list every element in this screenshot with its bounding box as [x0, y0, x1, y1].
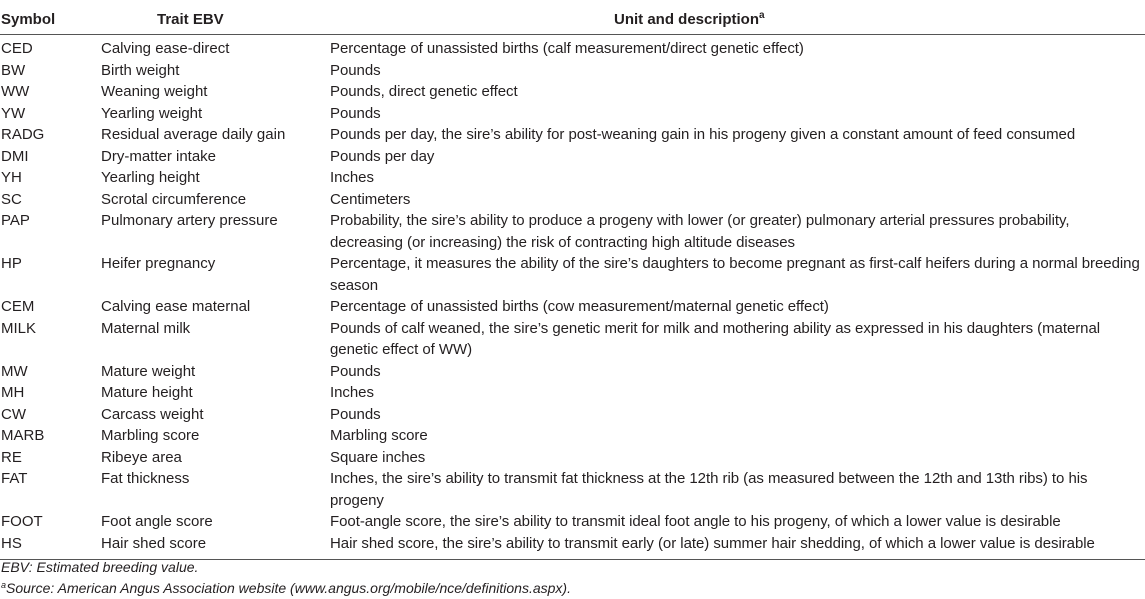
row-symbol: SC	[1, 190, 22, 208]
row-symbol: FOOT	[1, 513, 43, 530]
row-description: Hair shed score, the sire’s ability to transmit early (or late) summer hair shedding, of which a lower value is desirable	[330, 533, 1145, 560]
row-symbol: DMI	[1, 147, 29, 165]
row-trait: Foot angle score	[101, 513, 213, 530]
row-symbol: YH	[1, 169, 22, 186]
row-symbol: RADG	[1, 126, 45, 143]
table-body	[0, 35, 1145, 560]
row-trait: Carcass weight	[101, 405, 204, 423]
row-description: Square inches	[330, 448, 426, 466]
row-description: Percentage of unassisted births (cow measurement/maternal genetic effect)	[330, 298, 829, 315]
row-trait: Mature weight	[101, 362, 196, 380]
row-trait: Marbling score	[101, 427, 200, 444]
row-trait: Hair shed score	[100, 533, 330, 560]
row-description: Pounds	[330, 104, 381, 122]
row-trait: Dry-matter intake	[101, 147, 217, 165]
row-symbol: PAP	[1, 212, 30, 229]
table-row	[0, 468, 1145, 511]
table-row	[0, 253, 1145, 296]
row-description: Marbling score	[330, 427, 428, 444]
table-row	[0, 425, 1145, 447]
header-row	[0, 4, 1145, 35]
row-description: Pounds per day, the sire’s ability for post-weaning gain in his progeny given a constant amount of feed consumed	[330, 126, 1076, 143]
footnote-source-mark: a	[1, 580, 7, 590]
row-trait: Scrotal circumference	[101, 190, 247, 208]
table-row	[0, 35, 1145, 60]
row-description: Inches	[330, 169, 374, 186]
row-symbol: WW	[1, 83, 30, 100]
row-description: Centimeters	[330, 190, 411, 208]
row-trait: Weaning weight	[101, 83, 208, 100]
table-row	[0, 146, 1145, 168]
row-symbol: FAT	[1, 470, 28, 487]
row-description: Pounds per day	[330, 147, 435, 165]
row-trait: Ribeye area	[101, 448, 182, 466]
row-symbol: HS	[0, 533, 100, 560]
table-row	[0, 124, 1145, 146]
header-description-text: Unit and description	[614, 10, 760, 28]
row-symbol: MILK	[1, 319, 37, 337]
row-symbol: YW	[1, 104, 26, 122]
footnote-ebv: EBV: Estimated breeding value.	[1, 559, 199, 575]
table-footnotes	[1, 557, 571, 599]
row-trait: Calving ease-direct	[101, 40, 230, 57]
row-description: Pounds	[330, 362, 381, 380]
row-description: Foot-angle score, the sire’s ability to transmit ideal foot angle to his progeny, of which a lower value is desirable	[330, 513, 1061, 530]
table-row	[0, 404, 1145, 426]
table-row	[0, 447, 1145, 469]
row-trait: Birth weight	[101, 61, 180, 79]
row-description: Pounds of calf weaned, the sire’s genetic merit for milk and mothering ability as expressed in his daughters (maternal genetic effect of WW)	[330, 319, 1101, 358]
row-description: Inches, the sire’s ability to transmit fat thickness at the 12th rib (as measured between the 12th and 13th ribs) to his progeny	[330, 470, 1088, 509]
row-symbol: MW	[1, 362, 28, 380]
table-row	[0, 296, 1145, 318]
table-row	[0, 361, 1145, 383]
row-trait: Yearling height	[101, 169, 200, 186]
header-description-footnote-mark: a	[759, 9, 765, 21]
footnote-source	[1, 578, 571, 599]
footnote-source-text: Source: American Angus Association website (www.angus.org/mobile/nce/definitions.aspx).	[6, 580, 571, 596]
table-row	[0, 533, 1145, 560]
header-trait: Trait EBV	[100, 4, 330, 35]
header-description	[330, 4, 1145, 35]
table-row	[0, 60, 1145, 82]
row-trait: Mature height	[101, 384, 193, 401]
row-trait: Maternal milk	[101, 319, 191, 337]
row-description: Pounds, direct genetic effect	[330, 83, 518, 100]
table-row	[0, 511, 1145, 533]
table-row	[0, 103, 1145, 125]
row-symbol: CED	[1, 40, 33, 57]
row-description: Percentage of unassisted births (calf measurement/direct genetic effect)	[330, 40, 804, 57]
row-trait: Heifer pregnancy	[101, 255, 216, 272]
traits-table	[0, 4, 1145, 560]
row-description: Pounds	[330, 405, 381, 423]
table-row	[0, 167, 1145, 189]
row-trait: Fat thickness	[101, 470, 190, 487]
row-symbol: MARB	[1, 427, 45, 444]
header-symbol: Symbol	[0, 4, 100, 35]
row-trait: Pulmonary artery pressure	[101, 212, 278, 229]
table-row	[0, 81, 1145, 103]
row-trait: Calving ease maternal	[101, 298, 251, 315]
row-symbol: MH	[1, 384, 25, 401]
row-description: Probability, the sire’s ability to produce a progeny with lower (or greater) pulmonary arterial pressures probability, decreasing (or increasing) the risk of contracting high altitude diseases	[330, 212, 1070, 251]
row-symbol: BW	[1, 61, 26, 79]
table-row	[0, 210, 1145, 253]
table-row	[0, 318, 1145, 361]
row-description: Inches	[330, 384, 374, 401]
row-description: Percentage, it measures the ability of the sire’s daughters to become pregnant as first-calf heifers during a normal breeding season	[330, 255, 1140, 294]
row-symbol: CEM	[1, 298, 35, 315]
row-trait: Residual average daily gain	[101, 126, 286, 143]
row-description: Pounds	[330, 61, 381, 79]
table-header	[0, 4, 1145, 35]
row-trait: Yearling weight	[101, 104, 203, 122]
row-symbol: RE	[1, 448, 22, 466]
table-row	[0, 189, 1145, 211]
row-symbol: CW	[1, 405, 26, 423]
row-symbol: HP	[1, 255, 22, 272]
table-row	[0, 382, 1145, 404]
